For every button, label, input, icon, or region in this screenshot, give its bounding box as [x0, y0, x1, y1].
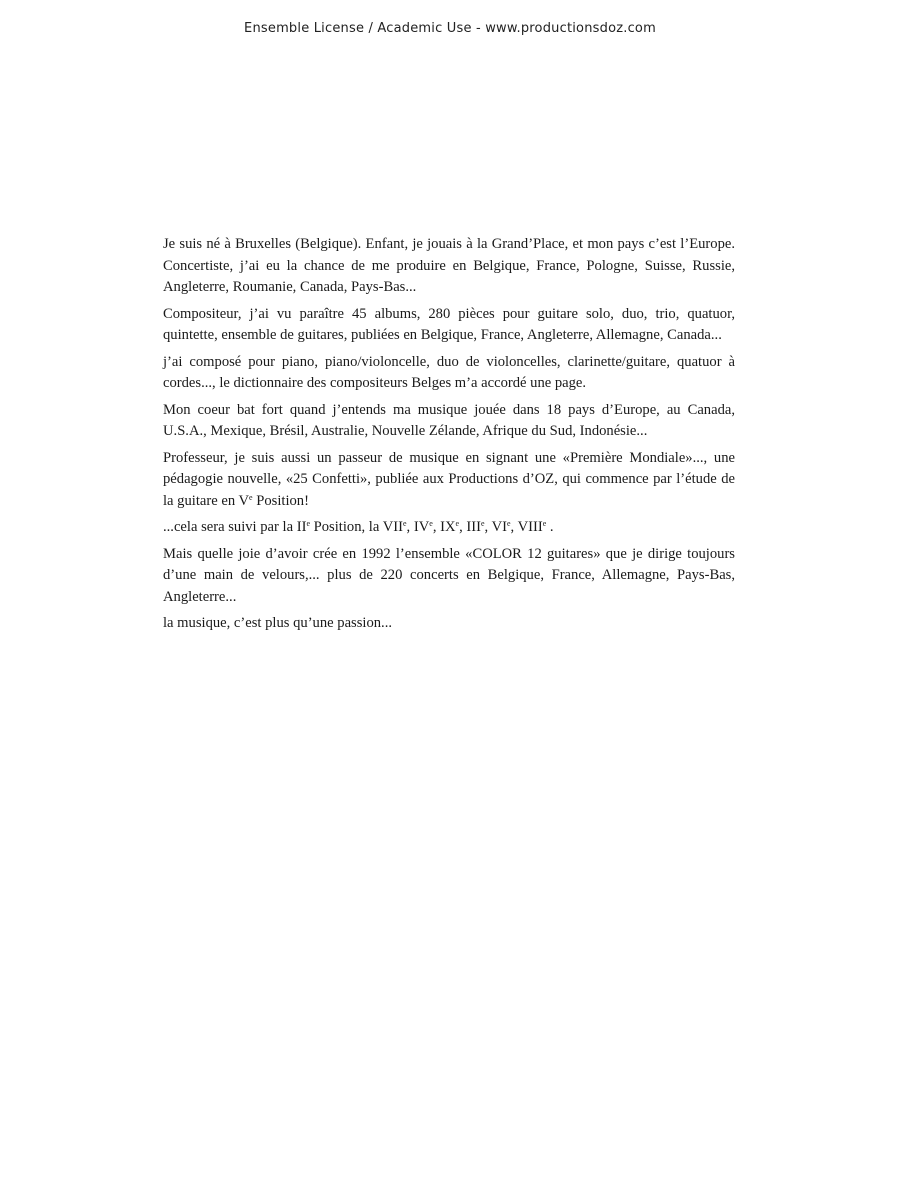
superscript: e — [306, 519, 310, 528]
paragraph-compositions: j’ai composé pour piano, piano/violoncelle, duo de violoncelles, clarinette/guitare, quatuor à cordes..., le dictionnaire des compositeurs Belges m’a accordé une page. — [163, 353, 735, 391]
paragraph-closing: la musique, c’est plus qu’une passion... — [163, 615, 393, 631]
paragraph-teacher — [163, 448, 735, 513]
paragraph-international: Mon coeur bat fort quand j’entends ma musique jouée dans 18 pays d’Europe, au Canada, U.S.A., Mexique, Brésil, Australie, Nouvelle Zélande, Afrique du Sud, Indonésie... — [163, 401, 735, 439]
superscript: e — [542, 519, 547, 528]
superscript: e — [249, 492, 253, 502]
superscript: e — [455, 519, 460, 528]
positions-text: . — [546, 519, 554, 535]
positions-text: , IV — [406, 519, 430, 535]
positions-text: , III — [459, 519, 481, 535]
superscript: e — [402, 519, 407, 528]
superscript: e — [506, 519, 511, 528]
positions-text: , IX — [432, 519, 456, 535]
positions-text: Position, la VII — [310, 519, 403, 535]
positions-text: , VIII — [510, 519, 543, 535]
paragraph-ensemble: Mais quelle joie d’avoir crée en 1992 l’ensemble «COLOR 12 guitares» que je dirige toujours d’une main de velours,... plus de 220 concerts en Belgique, France, Allemagne, Pays-Bas, Angleterre... — [163, 545, 735, 605]
license-header: Ensemble License / Academic Use - www.productionsdoz.com — [244, 21, 656, 36]
paragraph-composer: Compositeur, j’ai vu paraître 45 albums, 280 pièces pour guitare solo, duo, trio, quatuor, quintette, ensemble de guitares, publiées en Belgique, France, Angleterre, Allemagne, Canada... — [163, 305, 735, 343]
superscript: e — [429, 519, 433, 528]
superscript: e — [480, 519, 485, 528]
paragraph-origins: Je suis né à Bruxelles (Belgique). Enfant, je jouais à la Grand’Place, et mon pays c’est l’Europe. Concertiste, j’ai eu la chance de me produire en Belgique, France, Pologne, Suisse, Russie, Angleterre, Roumanie, Canada, Pays-Bas... — [163, 236, 735, 295]
positions-text: , VI — [484, 519, 507, 535]
teacher-text-end: Position! — [252, 492, 309, 509]
teacher-text: Professeur, je suis aussi un passeur de musique en signant une «Première Mondiale»..., une pédagogie nouvelle, «25 Confetti», publiée aux Productions d’OZ, qui commence par l’étude de la guitare en V — [163, 449, 735, 509]
positions-text: ...cela sera suivi par la II — [163, 519, 307, 535]
paragraph-positions — [163, 517, 735, 539]
biography-text — [163, 234, 735, 640]
